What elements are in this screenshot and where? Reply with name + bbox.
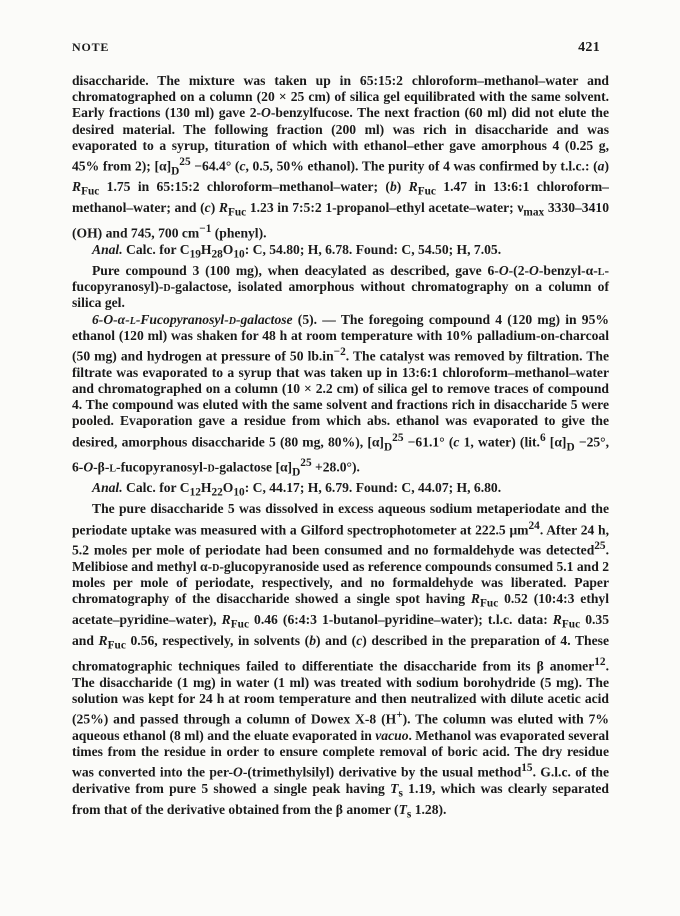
paragraph: Anal. Calc. for $C_{19}H_{28}O_{10}$: C, 54.80; H, 6.78. Found: C, 54.50; H, 7.05.: [92, 242, 502, 261]
paragraph: The pure disaccharide 5 was dissolved in excess aqueous sodium metaperiodate and the periodate uptake was measured with a Gilford spectrophotometer at 222.5 $\mu m^{24}$. After 24 h, 5.2 moles per mole of periodate had been consumed and no formaldehyde was detected$^{25}$. Melibiose and methyl α-d-glucopyranoside used as reference compounds consumed 5.1 and 2 moles per mole of periodate, respectively, and no formaldehyde was liberated. Paper chromatography of the disaccharide showed a single spot having $R_{Fuc}$ 0.52 (10:4:3 ethyl acetate–pyridine–water), $R_{Fuc}$ 0.46 (6:4:3 1-butanol–pyridine–water); t.l.c. data: $R_{Fuc}$ 0.35 and $R_{Fuc}$ 0.56, respectively, in solvents (b) and (c) described in the preparation of 4. These chromatographic techniques failed to differentiate the disaccharide from its β anomer$^{12}$. The disaccharide (1 mg) in water (1 ml) was treated with sodium borohydride (5 mg). The solution was kept for 24 h at room temperature and then neutralized with dilute acetic acid (25%) and passed through a column of Dowex X-8 (H+). The column was eluted with 7% aqueous ethanol (8 ml) and the eluate evaporated in vacuo. Methanol was evaporated several times from the residue in order to ensure complete removal of boric acid. The dry residue was converted into the per-O-(trimethylsilyl) derivative by the usual method$^{15}$. G.l.c. of the derivative from pure 5 showed a single peak having $T_s$ 1.19, which was clearly separated from that of the derivative obtained from the β anomer ($T_s$ 1.28).: [72, 501, 610, 821]
paragraph: Anal. Calc. for $C_{12}H_{22}O_{10}$: C, 44.17; H, 6.79. Found: C, 44.07; H, 6.80.: [92, 480, 502, 500]
article-body: [72, 73, 609, 823]
section-label: NOTE: [72, 40, 110, 54]
paragraph: Pure compound 3 (100 mg), when deacylated as described, gave 6-O-(2-O-benzyl-α-l-fucopyranosyl)-d-galactose, isolated amorphous without chromatography on a column of silica gel.: [72, 262, 609, 311]
page-number: 421: [578, 40, 600, 55]
paragraph: 6-O-α-l-Fucopyranosyl-d-galactose (5). — The foregoing compound 4 (120 mg) in 95% ethanol (120 ml) was shaken for 48 h at room temperature with 10% palladium-on-charcoal (50 mg) and hydrogen at pressure of 50 $lb.in^{-2}$. The catalyst was removed by filtration. The filtrate was evaporated to a syrup that was taken up in 13:6:1 chloroform–methanol–water and chromatographed on a column (10 × 2.2 cm) of silica gel to remove traces of compound 4. The compound was eluted with the same solvent and fractions rich in disaccharide 5 were pooled. Evaporation gave a residue from which abs. ethanol was evaporated to give the desired, amorphous disaccharide 5 (80 mg, 80%), $[\alpha]_D^{25} -61.1^\circ$ (c 1, water) (lit.$^6$ $[\alpha]_D -25^\circ$, 6-O-β-l-fucopyranosyl-d-galactose $[\alpha]_D^{25} +28.0^\circ$).: [72, 311, 610, 479]
running-header: [72, 40, 600, 56]
paragraph: disaccharide. The mixture was taken up in 65:15:2 chloroform–methanol–water and chromatographed on a column (20 × 25 cm) of silica gel equilibrated with the same solvent. Early fractions (130 ml) gave 2-O-benzylfucose. The next fraction (60 ml) did not elute the desired material. The following fraction (200 ml) was rich in disaccharide and was evaporated to a syrup, tituration of which with ethanol–ether gave amorphous 4 (0.25 g, 45% from 2); $[\alpha]_D^{25} -64.4^\circ$ (c, 0.5, 50% ethanol). The purity of 4 was confirmed by t.l.c.: (a) $R_{Fuc}$ 1.75 in 65:15:2 chloroform–methanol–water; (b) $R_{Fuc}$ 1.47 in 13:6:1 chloroform–methanol–water; and (c) $R_{Fuc}$ 1.23 in 7:5:2 1-propanol–ethyl acetate–water; $\nu_{max}$ 3330–3410 (OH) and 745, 700 $cm^{-1}$ (phenyl).: [72, 73, 609, 241]
